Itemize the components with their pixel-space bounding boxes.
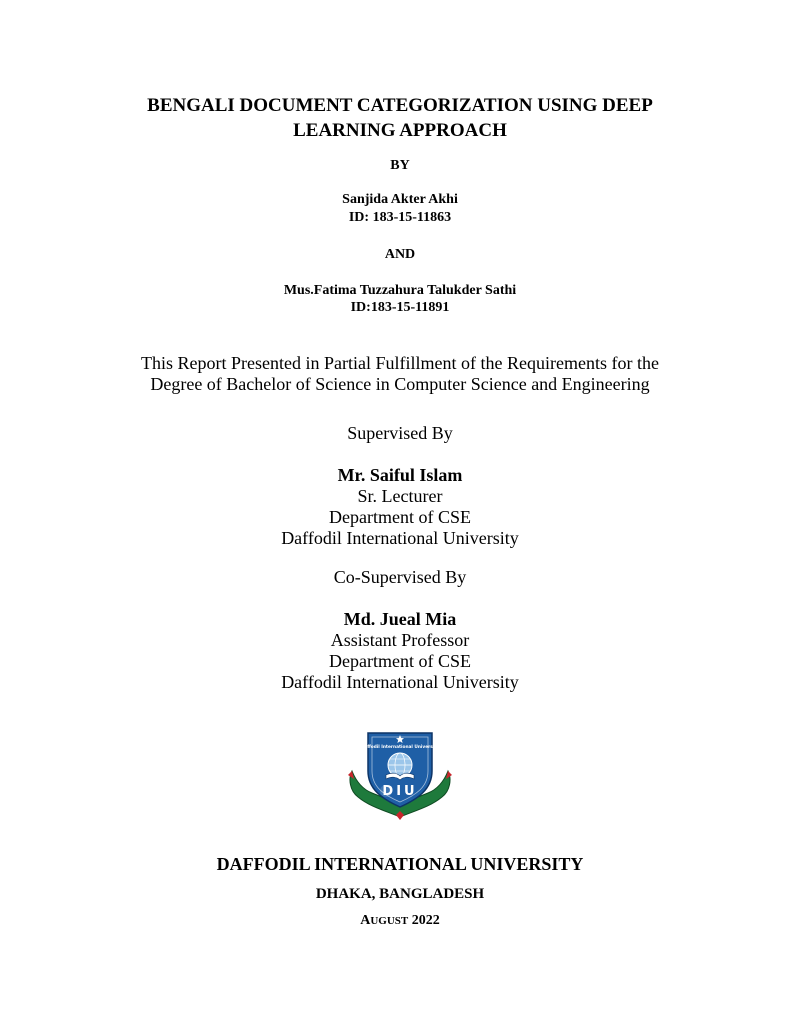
footer-date <box>0 913 800 929</box>
supervised-by-label: Supervised By <box>347 423 453 443</box>
date-year: 2022 <box>411 913 440 928</box>
thesis-title-line-1: BENGALI DOCUMENT CATEGORIZATION USING DEEP <box>147 95 653 116</box>
footer-location: DHAKA, BANGLADESH <box>315 886 485 902</box>
date-month-rest: UGUST <box>370 915 409 927</box>
supervisor-name: Mr. Saiful Islam <box>337 465 463 485</box>
co-supervisor-university: Daffodil International University <box>281 672 519 692</box>
date-month-initial: A <box>360 913 371 928</box>
report-statement-line-2: Degree of Bachelor of Science in Computer Science and Engineering <box>150 374 650 394</box>
co-supervisor-department: Department of CSE <box>329 651 471 671</box>
university-logo <box>346 727 454 823</box>
author2-id: ID:183-15-11891 <box>350 300 450 315</box>
co-supervised-by-label: Co-Supervised By <box>333 567 467 587</box>
by-label: BY <box>390 158 410 173</box>
author1-id: ID: 183-15-11863 <box>348 210 452 225</box>
author2-name: Mus.Fatima Tuzzahura Talukder Sathi <box>283 283 517 298</box>
logo-letters: DIU <box>382 784 418 799</box>
co-supervisor-title: Assistant Professor <box>330 630 470 650</box>
svg-text:Daffodil International Univers: Daffodil International University <box>360 745 440 750</box>
supervisor-department: Department of CSE <box>329 507 471 527</box>
supervisor-title: Sr. Lecturer <box>357 486 443 506</box>
thesis-title-line-2: LEARNING APPROACH <box>293 120 507 141</box>
co-supervisor-name: Md. Jueal Mia <box>343 609 457 629</box>
author1-name: Sanjida Akter Akhi <box>342 192 458 207</box>
supervisor-university: Daffodil International University <box>281 528 519 548</box>
report-statement-line-1: This Report Presented in Partial Fulfillment of the Requirements for the <box>141 353 659 373</box>
footer-university: DAFFODIL INTERNATIONAL UNIVERSITY <box>216 854 584 874</box>
and-label: AND <box>384 247 416 262</box>
